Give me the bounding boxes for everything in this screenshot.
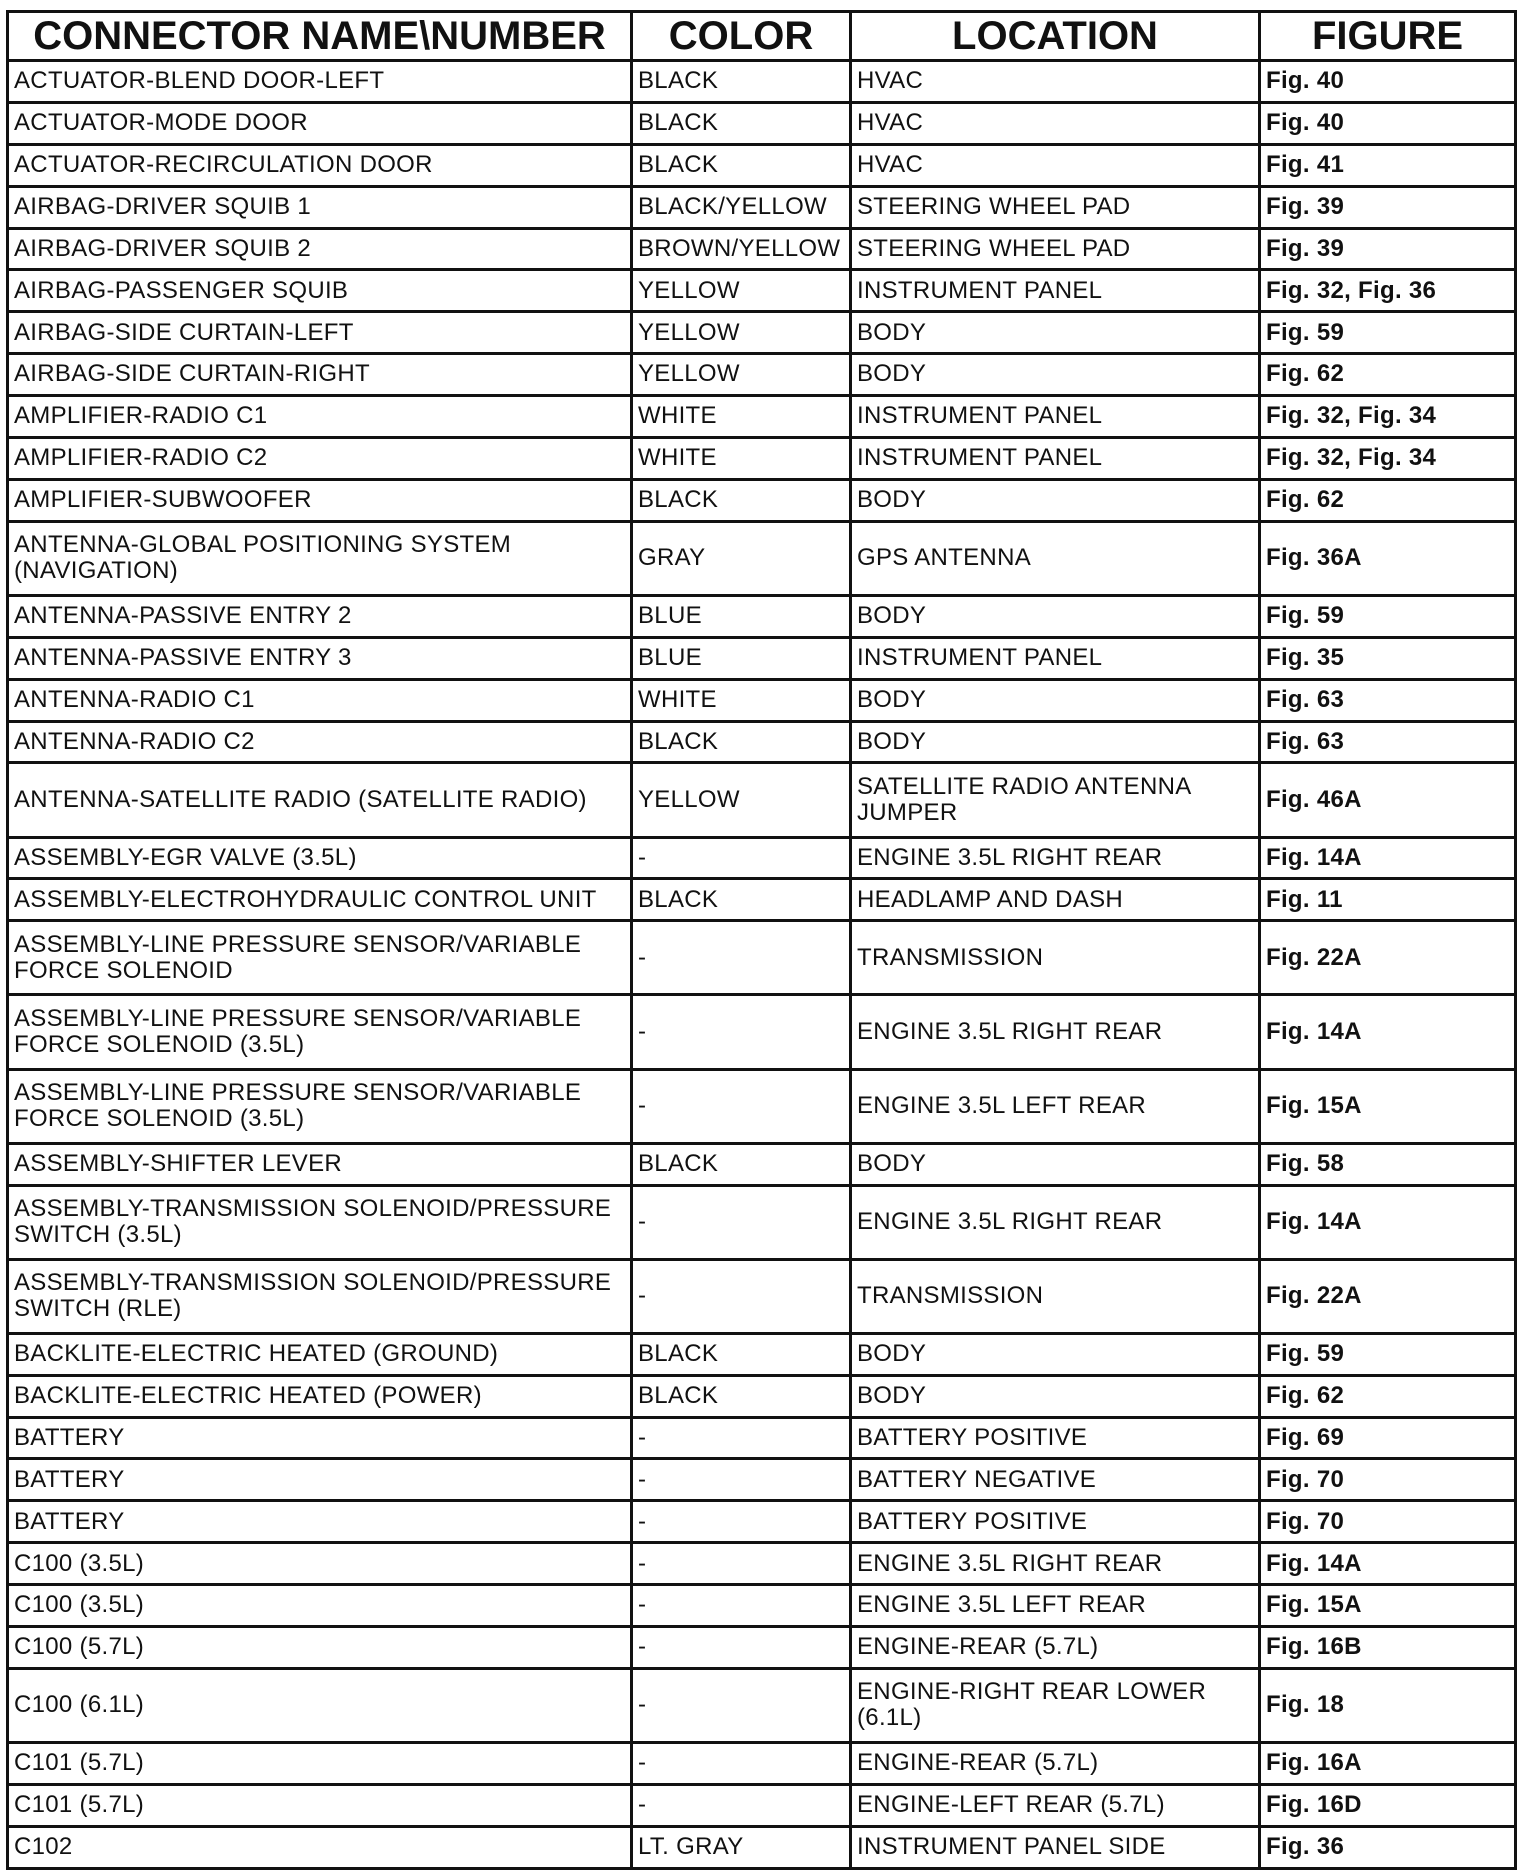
cell-color: BLACK xyxy=(632,1375,851,1417)
cell-connector-name: ANTENNA-PASSIVE ENTRY 3 xyxy=(8,637,632,679)
cell-color: BLACK xyxy=(632,1143,851,1185)
cell-figure: Fig. 35 xyxy=(1260,637,1516,679)
cell-color: - xyxy=(632,1069,851,1143)
table-row xyxy=(8,312,1516,354)
cell-location: INSTRUMENT PANEL xyxy=(851,396,1260,438)
cell-connector-name: ANTENNA-RADIO C1 xyxy=(8,679,632,721)
cell-color: WHITE xyxy=(632,396,851,438)
cell-color: - xyxy=(632,1668,851,1742)
table-row xyxy=(8,995,1516,1069)
cell-figure: Fig. 36A xyxy=(1260,521,1516,595)
cell-figure: Fig. 18 xyxy=(1260,1668,1516,1742)
cell-figure: Fig. 14A xyxy=(1260,1543,1516,1585)
cell-figure: Fig. 15A xyxy=(1260,1585,1516,1627)
cell-figure: Fig. 62 xyxy=(1260,1375,1516,1417)
table-row xyxy=(8,61,1516,103)
cell-color: - xyxy=(632,1543,851,1585)
cell-connector-name: ASSEMBLY-TRANSMISSION SOLENOID/PRESSURE SWITCH (RLE) xyxy=(8,1259,632,1333)
table-row xyxy=(8,479,1516,521)
cell-location: ENGINE 3.5L LEFT REAR xyxy=(851,1585,1260,1627)
cell-location: BODY xyxy=(851,312,1260,354)
cell-color: BLACK xyxy=(632,879,851,921)
cell-connector-name: ANTENNA-SATELLITE RADIO (SATELLITE RADIO) xyxy=(8,763,632,837)
cell-figure: Fig. 40 xyxy=(1260,61,1516,103)
cell-location: STEERING WHEEL PAD xyxy=(851,186,1260,228)
cell-location: HEADLAMP AND DASH xyxy=(851,879,1260,921)
cell-location: BODY xyxy=(851,595,1260,637)
cell-color: - xyxy=(632,837,851,879)
cell-location: ENGINE-REAR (5.7L) xyxy=(851,1627,1260,1669)
cell-figure: Fig. 63 xyxy=(1260,679,1516,721)
cell-connector-name: ASSEMBLY-TRANSMISSION SOLENOID/PRESSURE SWITCH (3.5L) xyxy=(8,1185,632,1259)
cell-figure: Fig. 59 xyxy=(1260,312,1516,354)
cell-figure: Fig. 32, Fig. 34 xyxy=(1260,396,1516,438)
table-body xyxy=(8,61,1516,1869)
table-row xyxy=(8,1259,1516,1333)
cell-figure: Fig. 14A xyxy=(1260,995,1516,1069)
cell-location: TRANSMISSION xyxy=(851,1259,1260,1333)
cell-location: BATTERY NEGATIVE xyxy=(851,1459,1260,1501)
cell-figure: Fig. 32, Fig. 36 xyxy=(1260,270,1516,312)
table-row xyxy=(8,721,1516,763)
cell-figure: Fig. 70 xyxy=(1260,1459,1516,1501)
cell-color: - xyxy=(632,1259,851,1333)
cell-connector-name: ASSEMBLY-ELECTROHYDRAULIC CONTROL UNIT xyxy=(8,879,632,921)
cell-connector-name: C101 (5.7L) xyxy=(8,1784,632,1826)
header-figure: FIGURE xyxy=(1260,12,1516,61)
cell-location: BODY xyxy=(851,679,1260,721)
cell-connector-name: AIRBAG-DRIVER SQUIB 1 xyxy=(8,186,632,228)
cell-figure: Fig. 41 xyxy=(1260,144,1516,186)
header-location: LOCATION xyxy=(851,12,1260,61)
cell-color: BLUE xyxy=(632,595,851,637)
table-row xyxy=(8,879,1516,921)
cell-location: TRANSMISSION xyxy=(851,921,1260,995)
cell-figure: Fig. 59 xyxy=(1260,595,1516,637)
cell-figure: Fig. 15A xyxy=(1260,1069,1516,1143)
table-row xyxy=(8,1826,1516,1868)
cell-location: BATTERY POSITIVE xyxy=(851,1417,1260,1459)
cell-figure: Fig. 16A xyxy=(1260,1743,1516,1785)
cell-color: - xyxy=(632,1784,851,1826)
cell-connector-name: ANTENNA-RADIO C2 xyxy=(8,721,632,763)
cell-connector-name: C102 xyxy=(8,1826,632,1868)
cell-connector-name: ACTUATOR-RECIRCULATION DOOR xyxy=(8,144,632,186)
table-row xyxy=(8,637,1516,679)
table-row xyxy=(8,228,1516,270)
cell-connector-name: AMPLIFIER-RADIO C2 xyxy=(8,438,632,480)
cell-color: GRAY xyxy=(632,521,851,595)
cell-figure: Fig. 63 xyxy=(1260,721,1516,763)
cell-figure: Fig. 70 xyxy=(1260,1501,1516,1543)
cell-figure: Fig. 59 xyxy=(1260,1333,1516,1375)
cell-location: ENGINE 3.5L RIGHT REAR xyxy=(851,837,1260,879)
cell-location: INSTRUMENT PANEL xyxy=(851,438,1260,480)
cell-location: BODY xyxy=(851,479,1260,521)
cell-color: BROWN/YELLOW xyxy=(632,228,851,270)
table-row xyxy=(8,1185,1516,1259)
table-row xyxy=(8,438,1516,480)
cell-location: ENGINE 3.5L RIGHT REAR xyxy=(851,995,1260,1069)
table-row xyxy=(8,144,1516,186)
cell-figure: Fig. 62 xyxy=(1260,354,1516,396)
cell-location: ENGINE-RIGHT REAR LOWER (6.1L) xyxy=(851,1668,1260,1742)
table-header-row xyxy=(8,12,1516,61)
cell-connector-name: BATTERY xyxy=(8,1501,632,1543)
cell-color: - xyxy=(632,1501,851,1543)
cell-connector-name: ACTUATOR-BLEND DOOR-LEFT xyxy=(8,61,632,103)
cell-color: YELLOW xyxy=(632,312,851,354)
table-row xyxy=(8,102,1516,144)
cell-figure: Fig. 69 xyxy=(1260,1417,1516,1459)
table-row xyxy=(8,1668,1516,1742)
table-row xyxy=(8,1585,1516,1627)
cell-color: BLACK xyxy=(632,61,851,103)
cell-connector-name: C100 (5.7L) xyxy=(8,1627,632,1669)
cell-connector-name: AIRBAG-DRIVER SQUIB 2 xyxy=(8,228,632,270)
cell-location: INSTRUMENT PANEL SIDE xyxy=(851,1826,1260,1868)
cell-figure: Fig. 22A xyxy=(1260,921,1516,995)
cell-color: WHITE xyxy=(632,679,851,721)
table-row xyxy=(8,1501,1516,1543)
table-row xyxy=(8,1459,1516,1501)
cell-figure: Fig. 16D xyxy=(1260,1784,1516,1826)
cell-connector-name: C100 (3.5L) xyxy=(8,1585,632,1627)
cell-location: ENGINE 3.5L LEFT REAR xyxy=(851,1069,1260,1143)
cell-color: - xyxy=(632,1459,851,1501)
cell-location: INSTRUMENT PANEL xyxy=(851,270,1260,312)
cell-color: - xyxy=(632,1743,851,1785)
table-row xyxy=(8,1627,1516,1669)
table-row xyxy=(8,1069,1516,1143)
table-row xyxy=(8,595,1516,637)
cell-connector-name: ASSEMBLY-LINE PRESSURE SENSOR/VARIABLE FORCE SOLENOID xyxy=(8,921,632,995)
table-row xyxy=(8,679,1516,721)
cell-location: BATTERY POSITIVE xyxy=(851,1501,1260,1543)
cell-color: - xyxy=(632,1585,851,1627)
connector-table xyxy=(6,10,1517,1870)
cell-connector-name: C100 (3.5L) xyxy=(8,1543,632,1585)
cell-connector-name: ACTUATOR-MODE DOOR xyxy=(8,102,632,144)
cell-connector-name: AMPLIFIER-RADIO C1 xyxy=(8,396,632,438)
connector-table-sheet xyxy=(6,10,1514,1870)
cell-location: ENGINE-REAR (5.7L) xyxy=(851,1743,1260,1785)
cell-location: BODY xyxy=(851,721,1260,763)
cell-color: WHITE xyxy=(632,438,851,480)
cell-connector-name: AIRBAG-PASSENGER SQUIB xyxy=(8,270,632,312)
cell-connector-name: AMPLIFIER-SUBWOOFER xyxy=(8,479,632,521)
cell-color: BLUE xyxy=(632,637,851,679)
cell-figure: Fig. 46A xyxy=(1260,763,1516,837)
cell-color: YELLOW xyxy=(632,763,851,837)
cell-connector-name: C100 (6.1L) xyxy=(8,1668,632,1742)
cell-figure: Fig. 36 xyxy=(1260,1826,1516,1868)
cell-location: HVAC xyxy=(851,102,1260,144)
table-row xyxy=(8,1333,1516,1375)
header-color: COLOR xyxy=(632,12,851,61)
cell-location: BODY xyxy=(851,354,1260,396)
cell-location: HVAC xyxy=(851,61,1260,103)
cell-color: BLACK xyxy=(632,479,851,521)
cell-color: - xyxy=(632,921,851,995)
cell-connector-name: ASSEMBLY-EGR VALVE (3.5L) xyxy=(8,837,632,879)
cell-color: BLACK xyxy=(632,1333,851,1375)
cell-color: BLACK xyxy=(632,721,851,763)
header-connector-name: CONNECTOR NAME\NUMBER xyxy=(8,12,632,61)
cell-figure: Fig. 58 xyxy=(1260,1143,1516,1185)
cell-figure: Fig. 40 xyxy=(1260,102,1516,144)
cell-connector-name: ANTENNA-GLOBAL POSITIONING SYSTEM (NAVIGATION) xyxy=(8,521,632,595)
table-row xyxy=(8,837,1516,879)
cell-figure: Fig. 32, Fig. 34 xyxy=(1260,438,1516,480)
cell-figure: Fig. 16B xyxy=(1260,1627,1516,1669)
cell-location: ENGINE-LEFT REAR (5.7L) xyxy=(851,1784,1260,1826)
cell-color: - xyxy=(632,995,851,1069)
cell-color: BLACK xyxy=(632,102,851,144)
cell-connector-name: ANTENNA-PASSIVE ENTRY 2 xyxy=(8,595,632,637)
table-row xyxy=(8,270,1516,312)
cell-connector-name: ASSEMBLY-LINE PRESSURE SENSOR/VARIABLE FORCE SOLENOID (3.5L) xyxy=(8,1069,632,1143)
cell-connector-name: BACKLITE-ELECTRIC HEATED (POWER) xyxy=(8,1375,632,1417)
table-row xyxy=(8,1143,1516,1185)
table-row xyxy=(8,921,1516,995)
cell-color: LT. GRAY xyxy=(632,1826,851,1868)
table-row xyxy=(8,1743,1516,1785)
cell-color: YELLOW xyxy=(632,270,851,312)
table-row xyxy=(8,186,1516,228)
cell-figure: Fig. 39 xyxy=(1260,186,1516,228)
cell-color: BLACK xyxy=(632,144,851,186)
cell-connector-name: ASSEMBLY-SHIFTER LEVER xyxy=(8,1143,632,1185)
cell-connector-name: ASSEMBLY-LINE PRESSURE SENSOR/VARIABLE FORCE SOLENOID (3.5L) xyxy=(8,995,632,1069)
cell-color: - xyxy=(632,1417,851,1459)
cell-connector-name: AIRBAG-SIDE CURTAIN-LEFT xyxy=(8,312,632,354)
cell-location: INSTRUMENT PANEL xyxy=(851,637,1260,679)
table-row xyxy=(8,1543,1516,1585)
cell-figure: Fig. 14A xyxy=(1260,1185,1516,1259)
cell-location: BODY xyxy=(851,1333,1260,1375)
cell-location: STEERING WHEEL PAD xyxy=(851,228,1260,270)
table-row xyxy=(8,396,1516,438)
cell-figure: Fig. 14A xyxy=(1260,837,1516,879)
cell-connector-name: BACKLITE-ELECTRIC HEATED (GROUND) xyxy=(8,1333,632,1375)
cell-connector-name: AIRBAG-SIDE CURTAIN-RIGHT xyxy=(8,354,632,396)
cell-location: GPS ANTENNA xyxy=(851,521,1260,595)
table-row xyxy=(8,521,1516,595)
table-row xyxy=(8,1375,1516,1417)
cell-location: BODY xyxy=(851,1375,1260,1417)
table-row xyxy=(8,1784,1516,1826)
cell-connector-name: C101 (5.7L) xyxy=(8,1743,632,1785)
cell-figure: Fig. 11 xyxy=(1260,879,1516,921)
cell-location: ENGINE 3.5L RIGHT REAR xyxy=(851,1185,1260,1259)
cell-connector-name: BATTERY xyxy=(8,1417,632,1459)
cell-color: YELLOW xyxy=(632,354,851,396)
cell-figure: Fig. 62 xyxy=(1260,479,1516,521)
table-row xyxy=(8,354,1516,396)
table-row xyxy=(8,763,1516,837)
cell-location: ENGINE 3.5L RIGHT REAR xyxy=(851,1543,1260,1585)
cell-color: - xyxy=(632,1185,851,1259)
cell-connector-name: BATTERY xyxy=(8,1459,632,1501)
cell-location: HVAC xyxy=(851,144,1260,186)
cell-figure: Fig. 22A xyxy=(1260,1259,1516,1333)
table-row xyxy=(8,1417,1516,1459)
cell-location: BODY xyxy=(851,1143,1260,1185)
cell-color: - xyxy=(632,1627,851,1669)
cell-figure: Fig. 39 xyxy=(1260,228,1516,270)
cell-location: SATELLITE RADIO ANTENNA JUMPER xyxy=(851,763,1260,837)
cell-color: BLACK/YELLOW xyxy=(632,186,851,228)
